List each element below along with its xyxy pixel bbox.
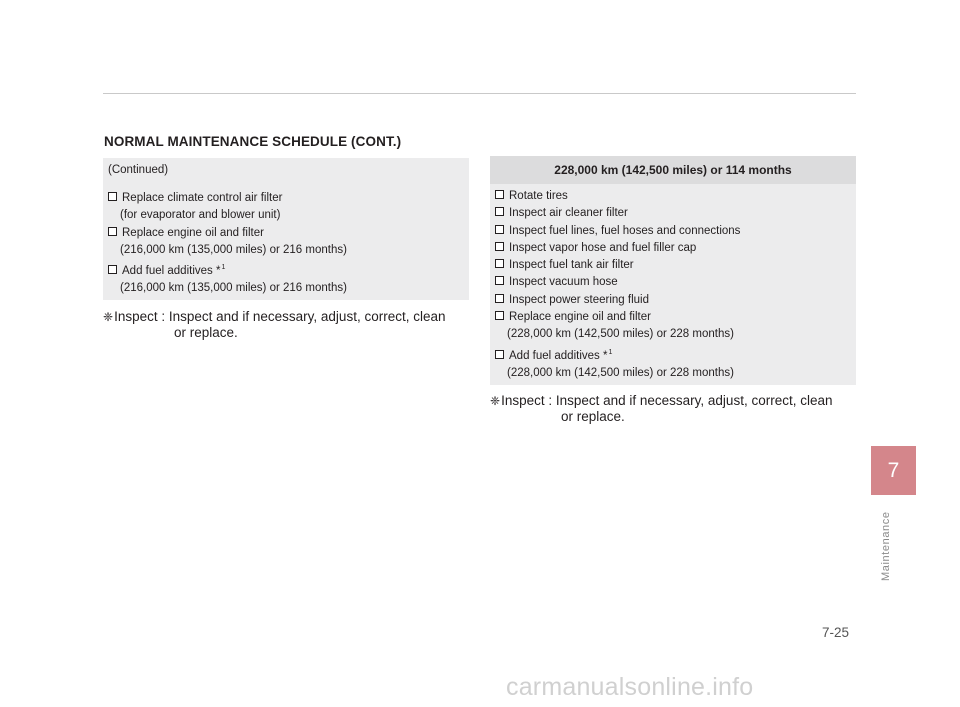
list-item (495, 188, 740, 205)
continued-label: (Continued) (108, 164, 169, 176)
list-item (108, 259, 347, 280)
item-label: Replace engine oil and filter (509, 311, 651, 324)
item-label: Add fuel additives * (122, 265, 221, 278)
checkbox-icon (495, 190, 504, 199)
top-divider (103, 93, 856, 94)
right-inspect-note (490, 393, 832, 425)
left-inspect-note (103, 309, 445, 341)
item-detail: (228,000 km (142,500 miles) or 228 months) (507, 366, 734, 379)
list-item (495, 344, 740, 365)
note-text-line2: or replace. (174, 325, 238, 340)
note-text-line2: or replace. (561, 409, 625, 424)
note-text-line1: Inspect : Inspect and if necessary, adjust, correct, clean (114, 309, 446, 324)
list-item (495, 223, 740, 240)
item-label: Add fuel additives * (509, 349, 608, 362)
right-item-list (495, 188, 740, 382)
list-item (108, 225, 347, 242)
checkbox-icon (495, 242, 504, 251)
item-label: Rotate tires (509, 190, 568, 202)
list-item (495, 240, 740, 257)
item-label: Replace engine oil and filter (122, 226, 264, 239)
item-label: Inspect vapor hose and fuel filler cap (509, 241, 697, 254)
list-item (495, 205, 740, 222)
checkbox-icon (495, 276, 504, 285)
footnote-mark: 1 (608, 348, 613, 356)
item-detail: (for evaporator and blower unit) (120, 209, 281, 222)
item-label: Inspect fuel tank air filter (509, 259, 634, 272)
checkbox-icon (495, 259, 504, 268)
right-schedule-box (490, 156, 856, 385)
list-item (495, 292, 740, 309)
checkbox-icon (108, 227, 117, 236)
checkbox-icon (495, 311, 504, 320)
item-label: Replace climate control air filter (122, 192, 283, 204)
item-label: Inspect air cleaner filter (509, 207, 628, 220)
list-item (495, 274, 740, 291)
item-label: Inspect fuel lines, fuel hoses and connections (509, 224, 741, 237)
footnote-mark: 1 (221, 264, 226, 272)
item-label: Inspect power steering fluid (509, 293, 649, 306)
checkbox-icon (495, 294, 504, 303)
checkbox-icon (495, 350, 504, 359)
watermark: carmanualsonline.info (506, 673, 754, 701)
interval-header: 228,000 km (142,500 miles) or 114 months (490, 156, 856, 184)
checkbox-icon (495, 225, 504, 234)
left-item-list (108, 190, 347, 298)
left-schedule-box (103, 158, 469, 300)
item-detail: (216,000 km (135,000 miles) or 216 months) (120, 282, 347, 295)
checkbox-icon (108, 192, 117, 201)
item-detail: (216,000 km (135,000 miles) or 216 months) (120, 243, 347, 256)
chapter-label: Maintenance (880, 511, 892, 581)
list-item (108, 190, 347, 207)
chapter-tab[interactable]: 7 (871, 446, 916, 495)
note-text-line1: Inspect : Inspect and if necessary, adjust, correct, clean (501, 393, 833, 408)
page-number: 7-25 (822, 625, 850, 640)
item-detail: (228,000 km (142,500 miles) or 228 months) (507, 328, 734, 341)
note-mark-icon: ❈ (490, 394, 501, 408)
checkbox-icon (495, 207, 504, 216)
checkbox-icon (108, 265, 117, 274)
list-item (495, 309, 740, 326)
list-item (495, 257, 740, 274)
note-mark-icon: ❈ (103, 310, 114, 324)
page-title: NORMAL MAINTENANCE SCHEDULE (CONT.) (104, 134, 402, 149)
item-label: Inspect vacuum hose (509, 276, 618, 289)
